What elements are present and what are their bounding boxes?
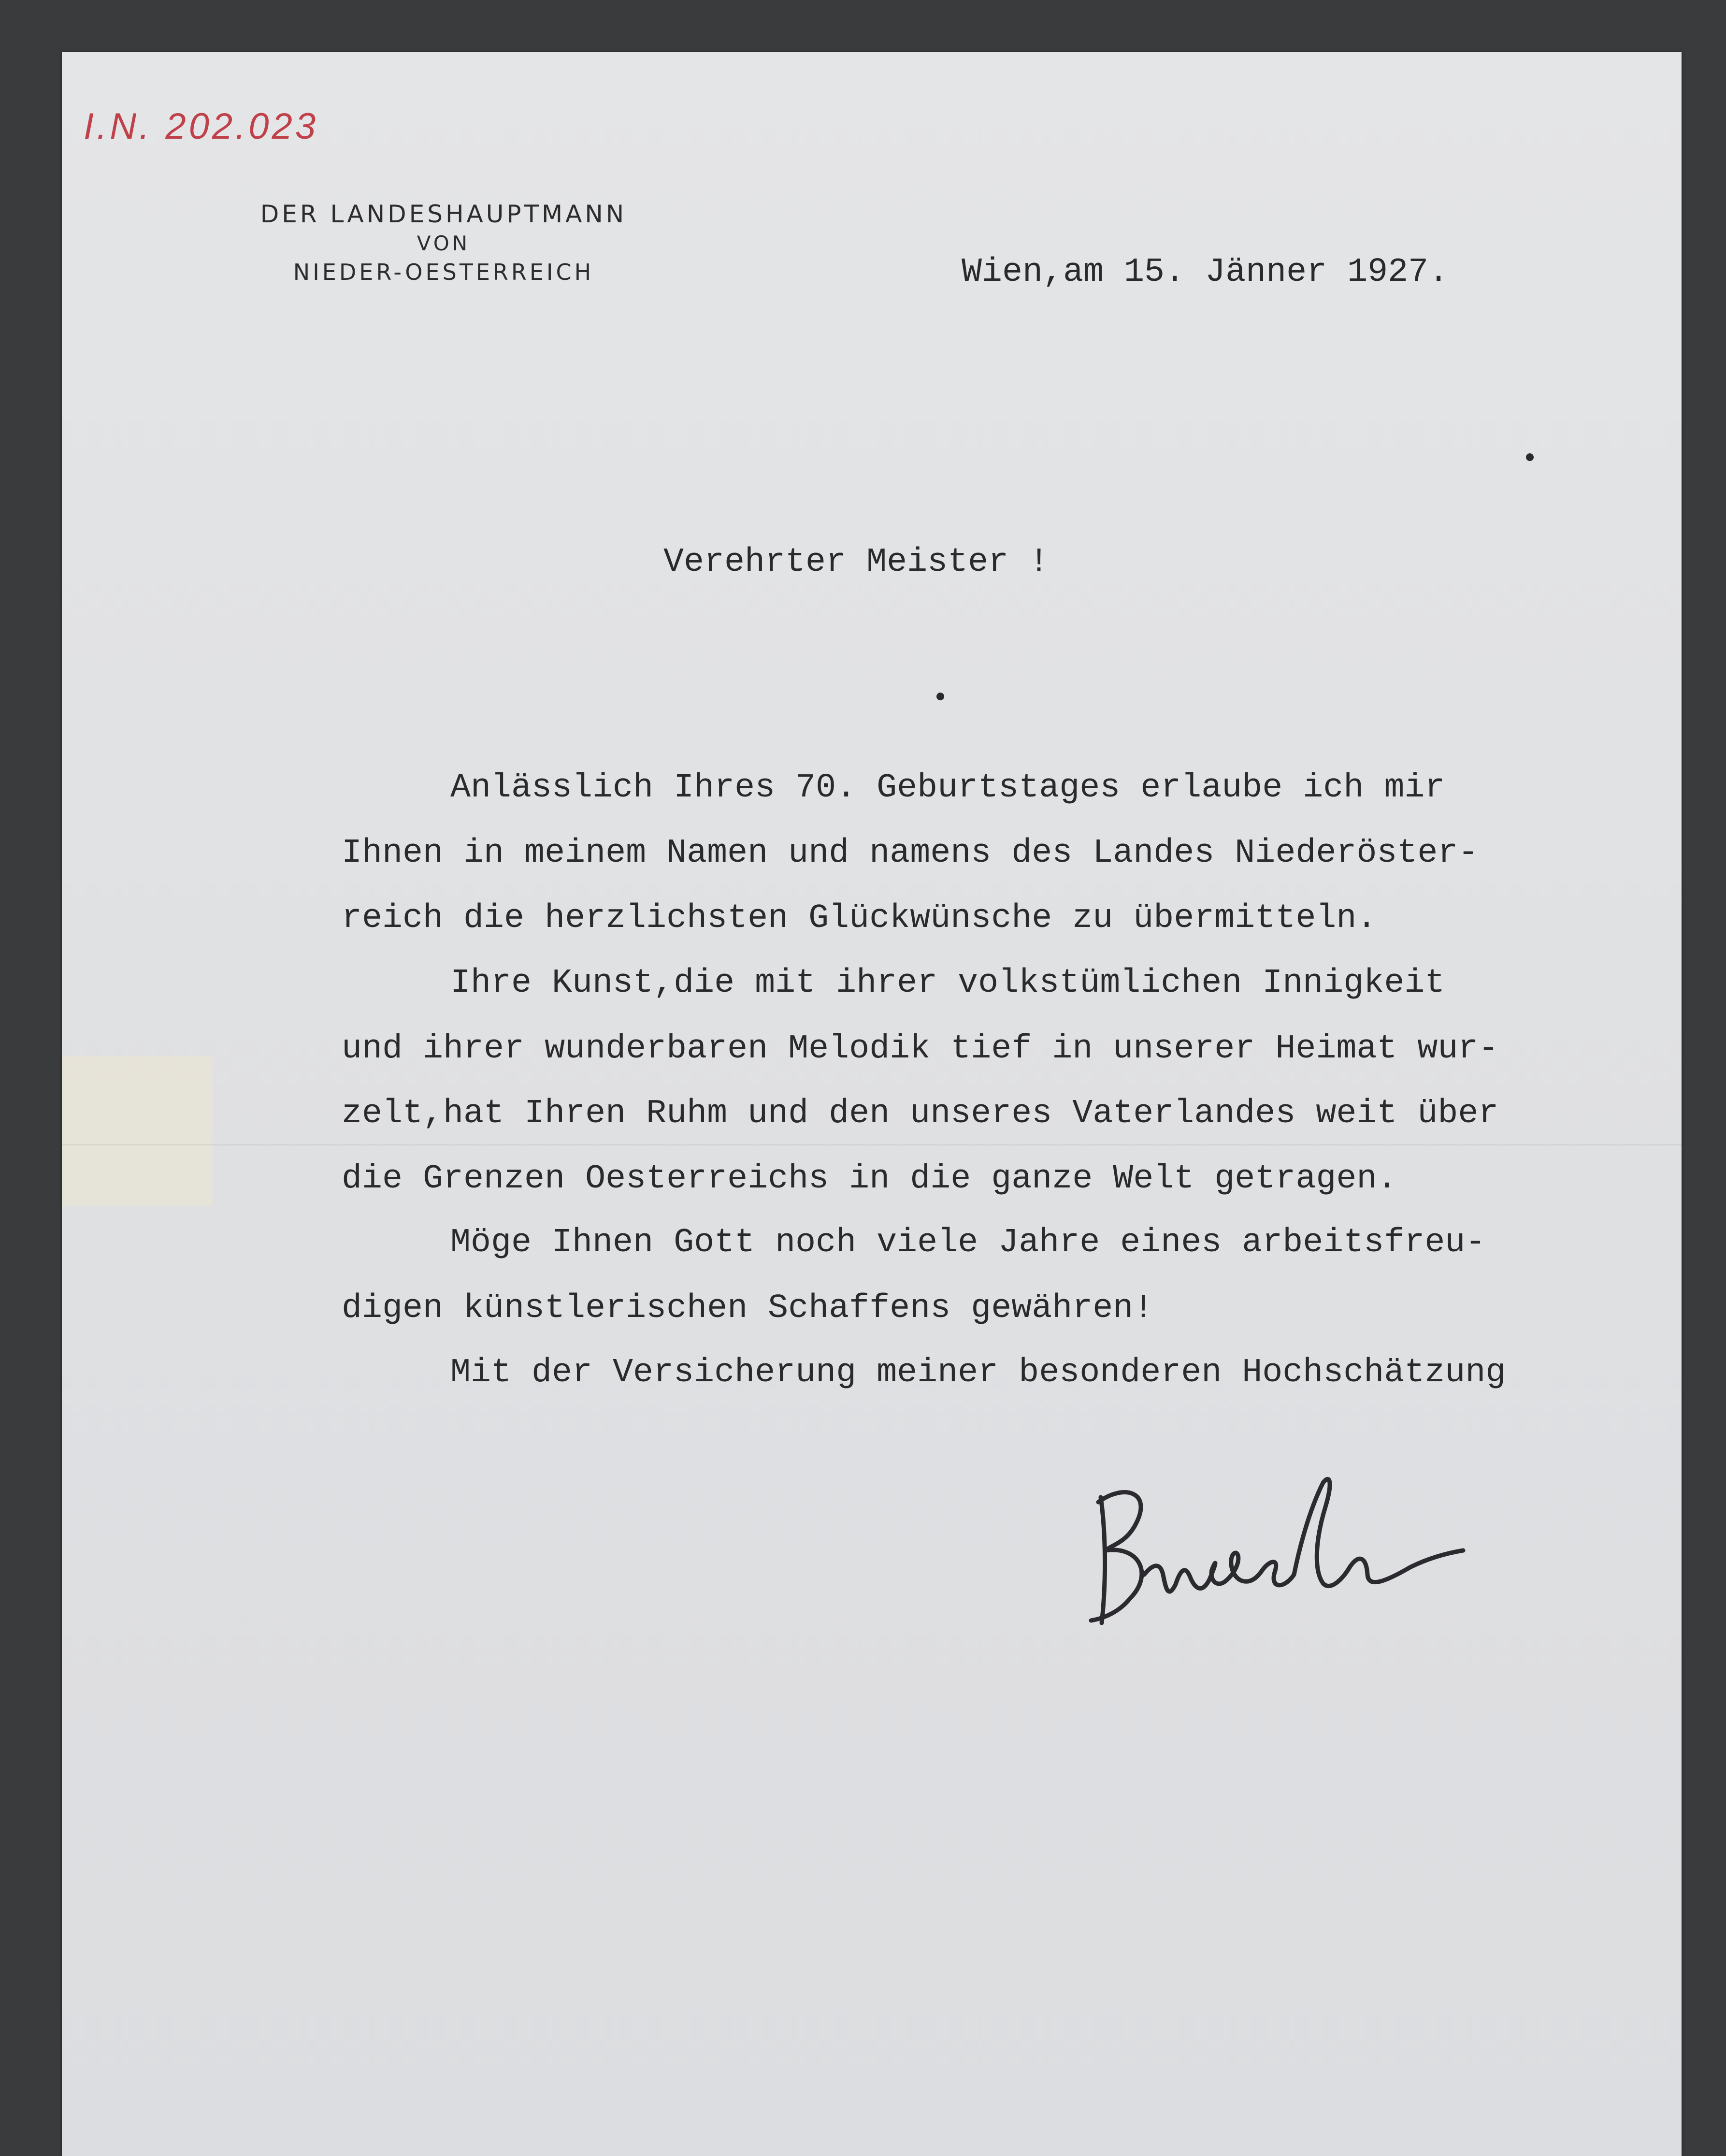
body-line: Ihnen in meinem Namen und namens des Landes Niederöster- bbox=[342, 834, 1479, 872]
body-line: Ihre Kunst,die mit ihrer volkstümlichen Innigkeit bbox=[450, 964, 1445, 1002]
letter-sheet bbox=[62, 52, 1682, 2156]
body-line: Anlässlich Ihres 70. Geburtstages erlaube ich mir bbox=[450, 769, 1445, 807]
body-line: Möge Ihnen Gott noch viele Jahre eines arbeitsfreu- bbox=[450, 1224, 1486, 1262]
letterhead-von: VON bbox=[417, 232, 471, 255]
body-line: digen künstlerischen Schaffens gewähren! bbox=[342, 1289, 1154, 1328]
date-line: Wien,am 15. Jänner 1927. bbox=[962, 253, 1449, 291]
body-line: reich die herzlichsten Glückwünsche zu übermitteln. bbox=[342, 899, 1377, 938]
handwritten-signature bbox=[1072, 1454, 1468, 1657]
fold-crease bbox=[62, 1143, 1682, 1146]
letterhead-region: NIEDER-OESTERREICH bbox=[293, 259, 594, 285]
ink-dot bbox=[936, 693, 944, 700]
body-line: die Grenzen Oesterreichs in die ganze Welt getragen. bbox=[342, 1160, 1397, 1198]
ink-dot bbox=[1526, 453, 1534, 461]
paper-tape bbox=[62, 1056, 213, 1206]
body-line: zelt,hat Ihren Ruhm und den unseres Vaterlandes weit über bbox=[342, 1095, 1499, 1133]
inventory-number: I.N. 202.023 bbox=[84, 106, 319, 147]
body-line: Mit der Versicherung meiner besonderen Hochschätzung bbox=[450, 1354, 1506, 1392]
salutation: Verehrter Meister ! bbox=[663, 543, 1050, 581]
letterhead-title: DER LANDESHAUPTMANN bbox=[260, 200, 627, 228]
body-line: und ihrer wunderbaren Melodik tief in unserer Heimat wur- bbox=[342, 1030, 1499, 1068]
